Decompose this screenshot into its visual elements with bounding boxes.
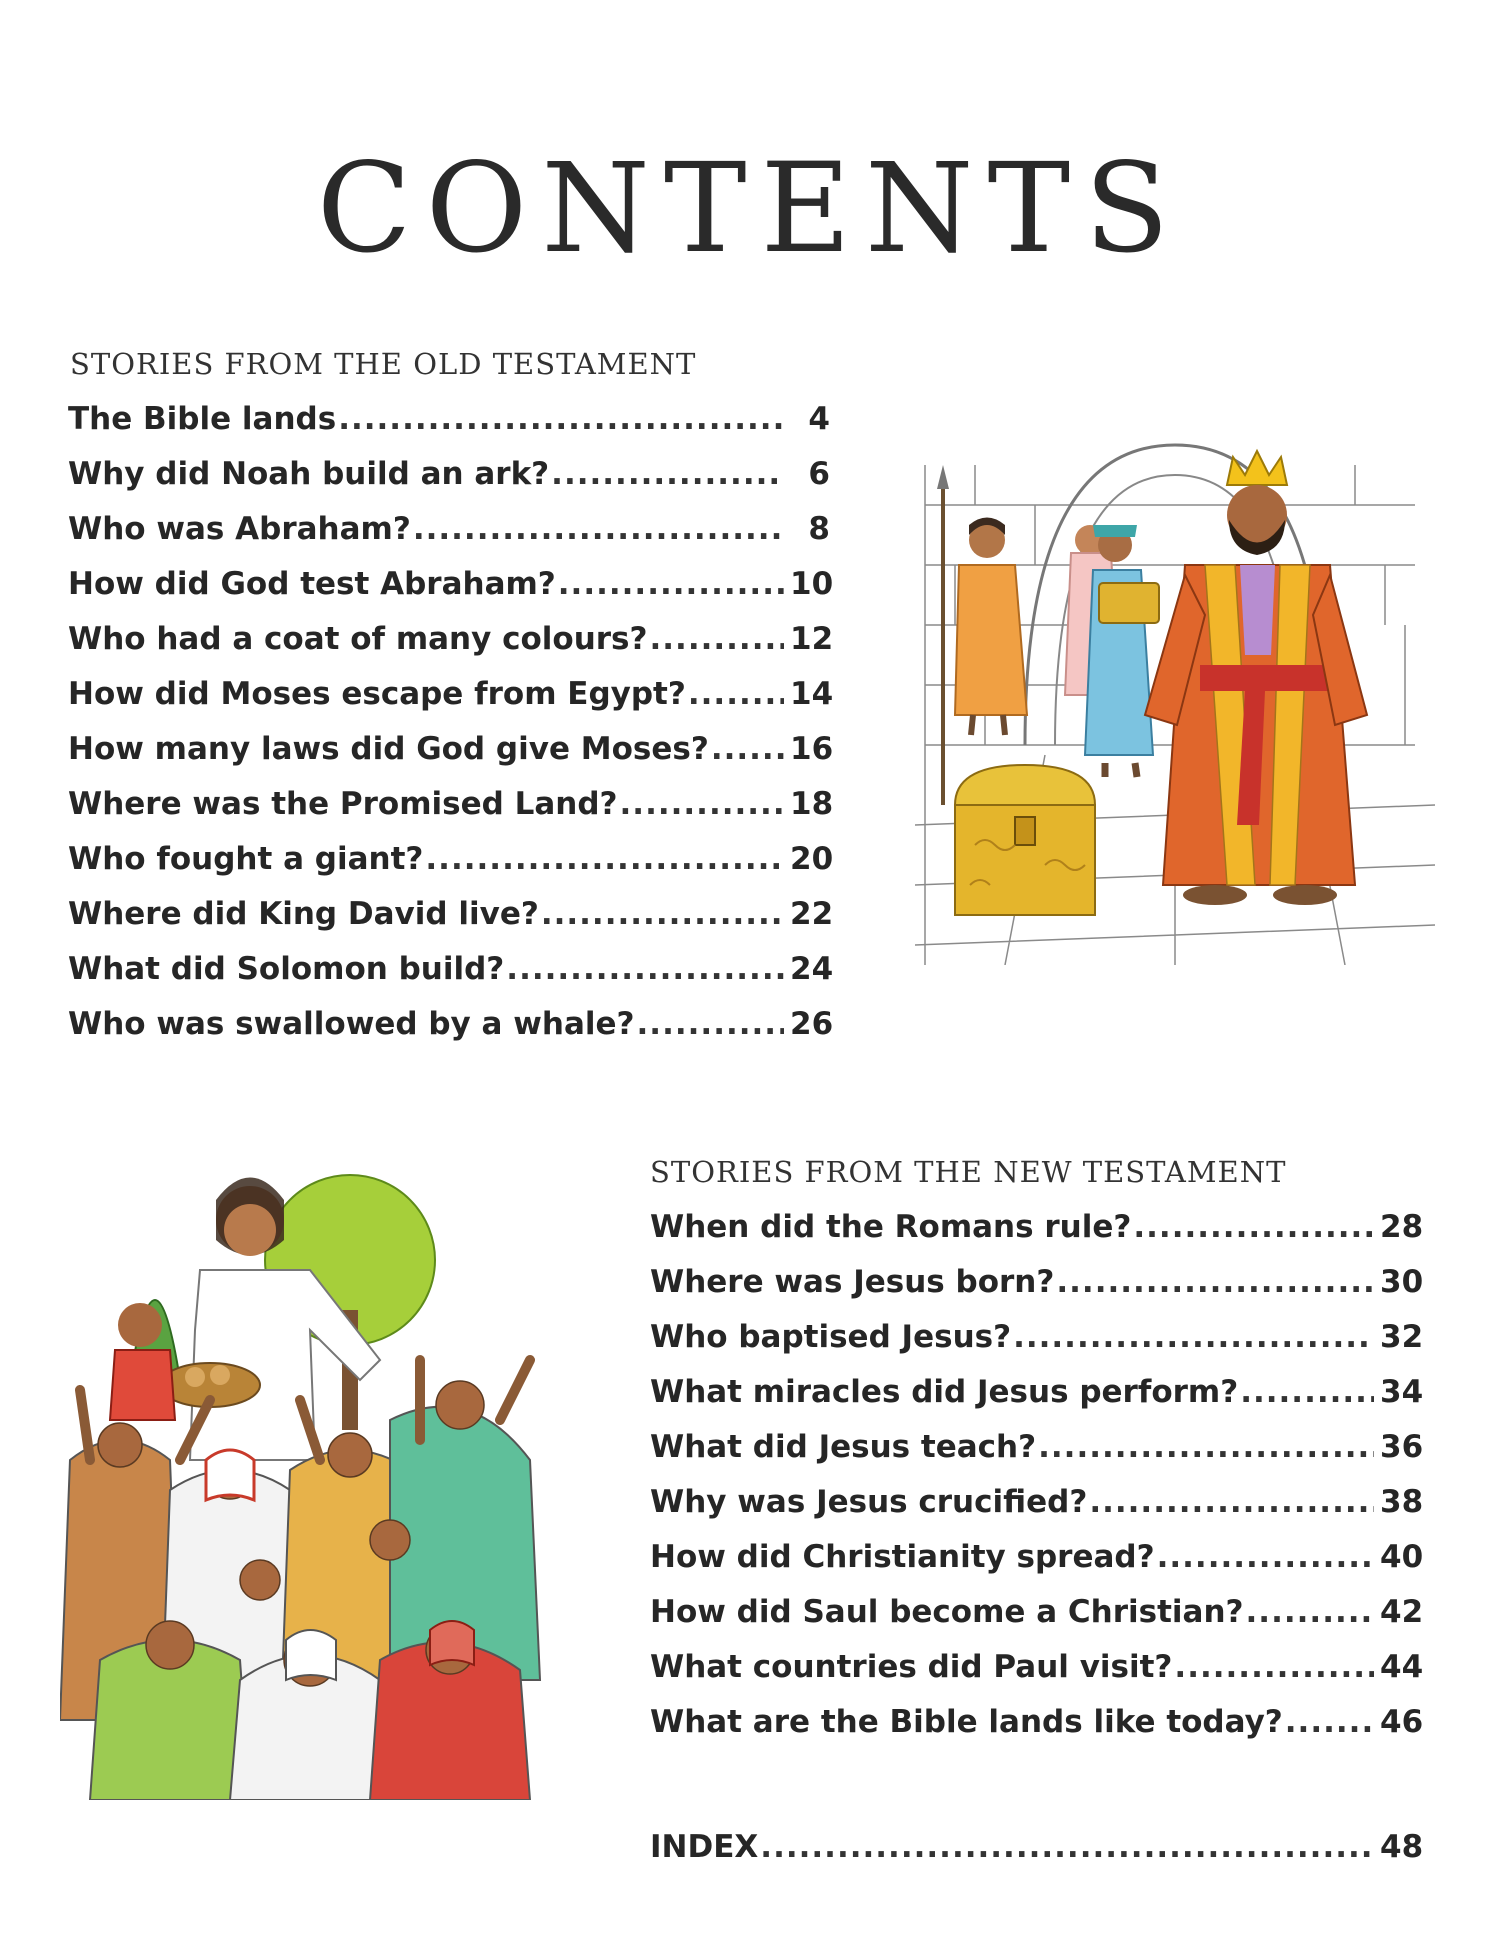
toc-entry-page: 48	[1380, 1829, 1424, 1865]
toc-entry-page: 10	[790, 566, 834, 602]
toc-entry-page: 24	[790, 951, 834, 987]
toc-entry[interactable]	[650, 1245, 1424, 1300]
toc-entry-page: 14	[790, 676, 834, 712]
toc-entry-title: How many laws did God give Moses?	[68, 731, 709, 767]
toc-entry-title: Who had a coat of many colours?	[68, 621, 648, 657]
toc-entry-page: 22	[790, 896, 834, 932]
old-testament-heading: STORIES FROM THE OLD TESTAMENT	[70, 347, 697, 381]
toc-entry[interactable]	[68, 822, 834, 877]
leader-dots	[1246, 1594, 1374, 1630]
leader-dots	[541, 896, 784, 932]
old-testament-toc	[68, 382, 834, 1042]
toc-entry[interactable]	[68, 657, 834, 712]
toc-entry-page: 38	[1380, 1484, 1424, 1520]
new-testament-toc	[650, 1190, 1424, 1740]
toc-entry[interactable]	[650, 1575, 1424, 1630]
toc-entry-title: Why did Noah build an ark?	[68, 456, 550, 492]
toc-entry-page: 36	[1380, 1429, 1424, 1465]
toc-entry-index[interactable]	[650, 1810, 1424, 1865]
toc-entry-page: 40	[1380, 1539, 1424, 1575]
toc-entry[interactable]	[650, 1520, 1424, 1575]
toc-entry[interactable]	[68, 712, 834, 767]
toc-entry-title: How did Saul become a Christian?	[650, 1594, 1244, 1630]
toc-entry-title: What miracles did Jesus perform?	[650, 1374, 1239, 1410]
toc-entry-page: 32	[1380, 1319, 1424, 1355]
leader-dots	[711, 731, 784, 767]
leader-dots	[551, 456, 784, 492]
toc-entry[interactable]	[68, 602, 834, 657]
toc-entry-page: 4	[808, 401, 830, 437]
leader-dots	[1157, 1539, 1374, 1575]
toc-entry-page: 26	[790, 1006, 834, 1042]
toc-entry-page: 16	[790, 731, 834, 767]
leader-dots	[620, 786, 784, 822]
leader-dots	[413, 511, 784, 547]
leader-dots	[1089, 1484, 1374, 1520]
toc-entry-page: 8	[808, 511, 830, 547]
leader-dots	[1013, 1319, 1374, 1355]
toc-entry[interactable]	[650, 1465, 1424, 1520]
toc-entry[interactable]	[650, 1355, 1424, 1410]
toc-entry-page: 44	[1380, 1649, 1424, 1685]
toc-entry[interactable]	[68, 547, 834, 602]
toc-entry-title: What are the Bible lands like today?	[650, 1704, 1283, 1740]
toc-entry[interactable]	[650, 1300, 1424, 1355]
toc-entry-title: Who was Abraham?	[68, 511, 411, 547]
leader-dots	[1240, 1374, 1374, 1410]
leader-dots	[1133, 1209, 1374, 1245]
toc-entry-page: 42	[1380, 1594, 1424, 1630]
toc-entry-title: How did Christianity spread?	[650, 1539, 1155, 1575]
toc-entry-page: 30	[1380, 1264, 1424, 1300]
toc-entry-title: Where did King David live?	[68, 896, 539, 932]
toc-entry-page: 12	[790, 621, 834, 657]
toc-entry-page: 18	[790, 786, 834, 822]
toc-entry-title: How did Moses escape from Egypt?	[68, 676, 686, 712]
toc-entry-title: INDEX	[650, 1829, 759, 1865]
toc-entry[interactable]	[68, 932, 834, 987]
crowd-illustration	[60, 1160, 580, 1800]
toc-entry-title: Who was swallowed by a whale?	[68, 1006, 635, 1042]
king-illustration	[915, 425, 1435, 965]
toc-entry[interactable]	[68, 987, 834, 1042]
toc-entry-title: What did Solomon build?	[68, 951, 505, 987]
leader-dots	[425, 841, 784, 877]
toc-entry-title: Why was Jesus crucified?	[650, 1484, 1088, 1520]
toc-entry-title: What countries did Paul visit?	[650, 1649, 1173, 1685]
toc-entry-title: The Bible lands	[68, 401, 337, 437]
toc-entry-page: 28	[1380, 1209, 1424, 1245]
leader-dots	[1038, 1429, 1374, 1465]
page-title: CONTENTS	[316, 137, 1184, 282]
leader-dots	[1174, 1649, 1374, 1685]
toc-entry[interactable]	[68, 492, 830, 547]
toc-entry[interactable]	[68, 767, 834, 822]
toc-entry[interactable]	[68, 437, 830, 492]
leader-dots	[688, 676, 784, 712]
leader-dots	[558, 566, 784, 602]
toc-entry[interactable]	[650, 1630, 1424, 1685]
toc-entry[interactable]	[650, 1190, 1424, 1245]
new-testament-heading: STORIES FROM THE NEW TESTAMENT	[650, 1155, 1287, 1189]
leader-dots	[338, 401, 784, 437]
leader-dots	[650, 621, 785, 657]
toc-entry-page: 6	[808, 456, 830, 492]
toc-entry-page: 34	[1380, 1374, 1424, 1410]
toc-entry-page: 46	[1380, 1704, 1424, 1740]
toc-entry-page: 20	[790, 841, 834, 877]
toc-entry[interactable]	[650, 1685, 1424, 1740]
toc-entry-title: Where was the Promised Land?	[68, 786, 618, 822]
leader-dots	[1056, 1264, 1374, 1300]
toc-entry-title: Who baptised Jesus?	[650, 1319, 1012, 1355]
toc-entry[interactable]	[68, 877, 834, 932]
leader-dots	[1285, 1704, 1374, 1740]
toc-entry-title: What did Jesus teach?	[650, 1429, 1037, 1465]
toc-entry-title: When did the Romans rule?	[650, 1209, 1132, 1245]
toc-entry-title: Where was Jesus born?	[650, 1264, 1055, 1300]
toc-entry[interactable]	[650, 1410, 1424, 1465]
leader-dots	[637, 1006, 784, 1042]
toc-entry[interactable]	[68, 382, 830, 437]
leader-dots	[506, 951, 784, 987]
toc-entry-title: Who fought a giant?	[68, 841, 424, 877]
leader-dots	[760, 1829, 1374, 1865]
toc-entry-title: How did God test Abraham?	[68, 566, 556, 602]
